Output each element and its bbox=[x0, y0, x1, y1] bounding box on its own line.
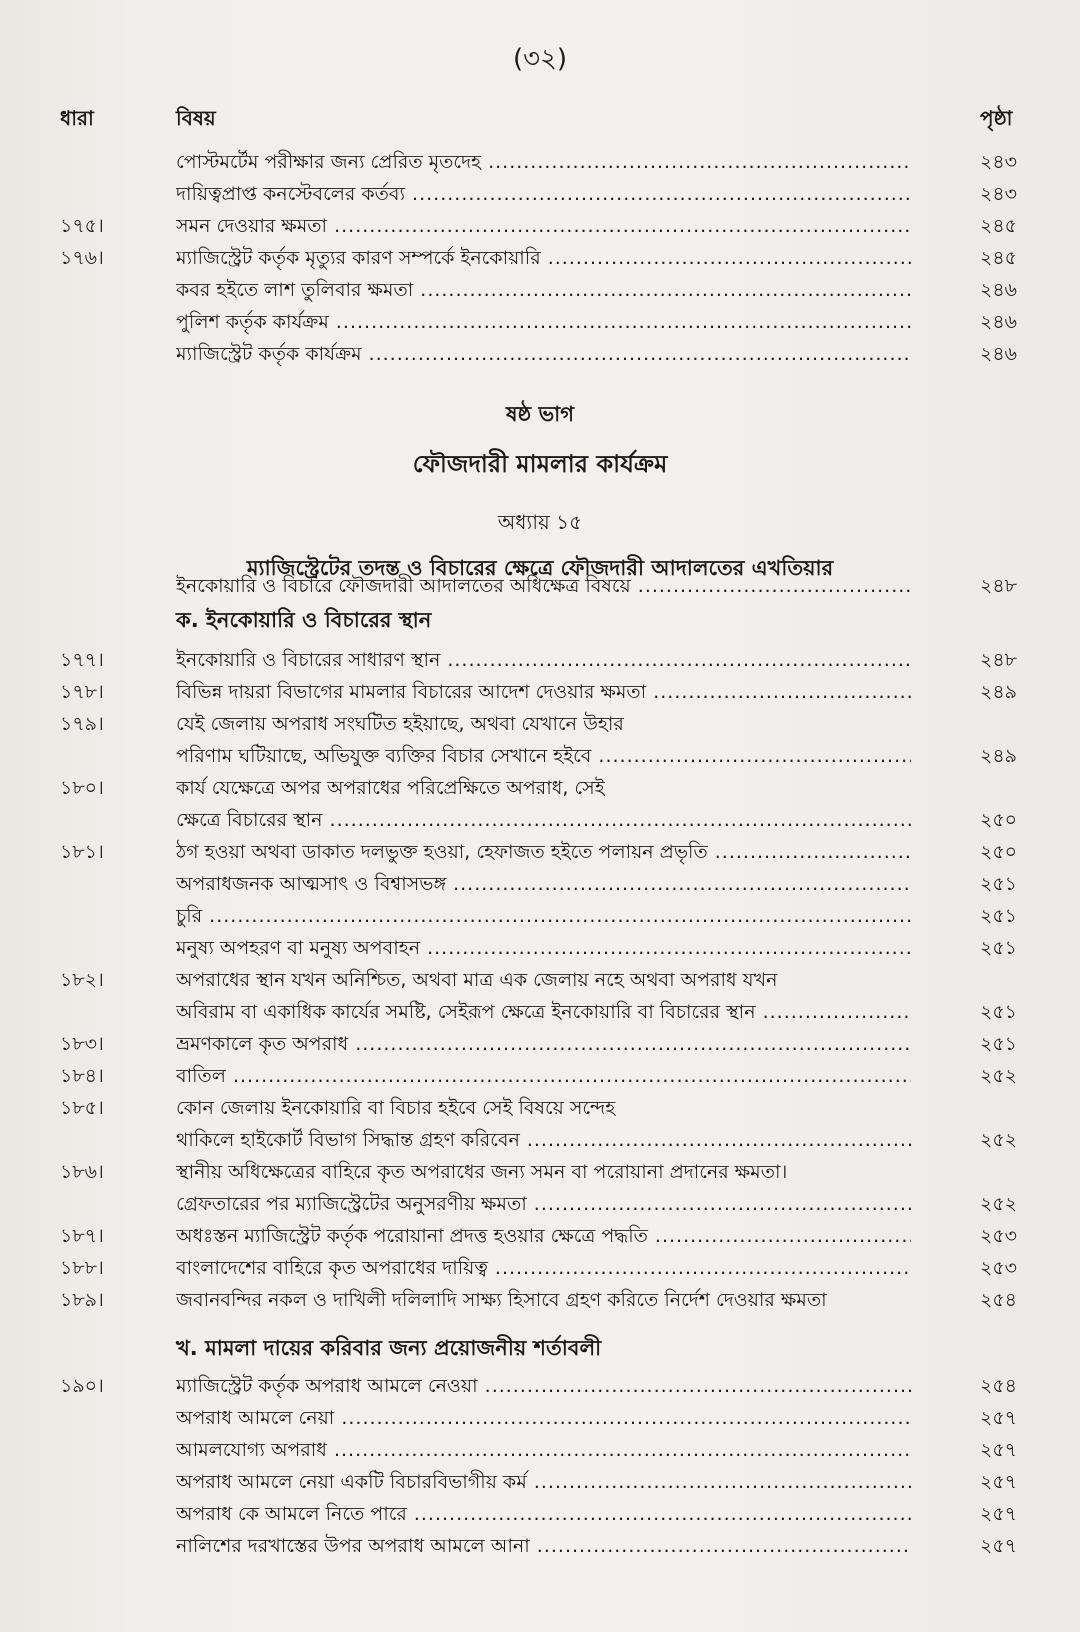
page-ref: ২৫৩ bbox=[980, 1257, 1018, 1279]
section-number: ১৮০। bbox=[60, 777, 104, 799]
page-ref: ২৫৭ bbox=[980, 1439, 1018, 1461]
entry-text: অপরাধের স্থান যখন অনিশ্চিত, অথবা মাত্র এক জেলায় নহে অথবা অপরাধ যখন bbox=[176, 969, 778, 991]
entry-text: দায়িত্বপ্রাপ্ত কনস্টেবলের কর্তব্য ..... bbox=[176, 180, 911, 212]
section-number: ১৭৮। bbox=[60, 681, 104, 703]
page-ref: ২৪৯ bbox=[980, 681, 1018, 703]
column-header-page: পৃষ্ঠা bbox=[980, 106, 1013, 130]
entry-text: বাংলাদেশের বাহিরে কৃত অপরাধের দায়িত্ব ..... bbox=[176, 1254, 911, 1286]
section-number: ১৮৫। bbox=[60, 1097, 104, 1119]
toc-row bbox=[0, 710, 1080, 742]
entry-text: কবর হইতে লাশ তুলিবার ক্ষমতা ..... bbox=[176, 276, 911, 308]
toc-row bbox=[0, 774, 1080, 806]
entry-text: স্থানীয় অধিক্ষেত্রের বাহিরে কৃত অপরাধের জন্য সমন বা পরোয়ানা প্রদানের ক্ষমতা। bbox=[176, 1161, 788, 1183]
page-ref: ২৫৭ bbox=[980, 1471, 1018, 1493]
page-ref: ২৫৪ bbox=[980, 1375, 1018, 1397]
toc-row bbox=[0, 966, 1080, 998]
entry-text: কোন জেলায় ইনকোয়ারি বা বিচার হইবে সেই বিষয়ে সন্দেহ bbox=[176, 1097, 616, 1119]
page-ref: ২৪৬ bbox=[980, 311, 1018, 333]
entry-text: বিভিন্ন দায়রা বিভাগের মামলার বিচারের আদেশ দেওয়ার ক্ষমতা ..... bbox=[176, 678, 911, 710]
toc-row bbox=[0, 902, 1080, 934]
page-ref: ২৫৭ bbox=[980, 1407, 1018, 1429]
page-ref: ২৫১ bbox=[980, 873, 1018, 895]
entry-text: ম্যাজিস্ট্রেট কর্তৃক কার্যক্রম ..... bbox=[176, 340, 911, 372]
entry-text: জবানবন্দির নকল ও দাখিলী দলিলাদি সাক্ষ্য হিসাবে গ্রহণ করিতে নির্দেশ দেওয়ার ক্ষমতা bbox=[176, 1289, 827, 1311]
entry-text: আমলযোগ্য অপরাধ ..... bbox=[176, 1436, 911, 1468]
column-header-subject: বিষয় bbox=[176, 106, 216, 130]
page-number: (৩২) bbox=[512, 44, 568, 74]
page-ref: ২৫৪ bbox=[980, 1289, 1018, 1311]
toc-row bbox=[0, 646, 1080, 678]
entry-text: ইনকোয়ারি ও বিচারে ফৌজদারী আদালতের অধিক্ষেত্র বিষয়ে ..... bbox=[176, 572, 911, 604]
page-ref: ২৪৬ bbox=[980, 279, 1018, 301]
page-ref: ২৫১ bbox=[980, 937, 1018, 959]
toc-row bbox=[0, 678, 1080, 710]
entry-text: পরিণাম ঘটিয়াছে, অভিযুক্ত ব্যক্তির বিচার সেখানে হইবে ..... bbox=[176, 742, 911, 774]
entry-text: পুলিশ কর্তৃক কার্যক্রম ..... bbox=[176, 308, 911, 340]
section-number: ১৮৯। bbox=[60, 1289, 104, 1311]
page-ref: ২৪৩ bbox=[980, 151, 1018, 173]
toc-row bbox=[0, 1222, 1080, 1254]
section-number: ১৭৫। bbox=[60, 215, 104, 237]
toc-row bbox=[0, 998, 1080, 1030]
toc-row bbox=[0, 1436, 1080, 1468]
section-number: ১৯০। bbox=[60, 1375, 104, 1397]
section-number: ১৮৮। bbox=[60, 1257, 104, 1279]
toc-row bbox=[0, 1094, 1080, 1126]
entry-text: পোস্টমর্টেম পরীক্ষার জন্য প্রেরিত মৃতদেহ ..... bbox=[176, 148, 911, 180]
entry-text: ইনকোয়ারি ও বিচারের সাধারণ স্থান ..... bbox=[176, 646, 911, 678]
chapter-title: ম্যাজিস্ট্রেটের তদন্ত ও বিচারের ক্ষেত্রে ফৌজদারী আদালতের এখতিয়ার bbox=[246, 556, 834, 580]
toc-row bbox=[0, 1254, 1080, 1286]
toc-row bbox=[0, 1500, 1080, 1532]
entry-text: অপরাধ কে আমলে নিতে পারে ..... bbox=[176, 1500, 911, 1532]
section-number: ১৮৪। bbox=[60, 1065, 104, 1087]
entry-text: অপরাধ আমলে নেয়া ..... bbox=[176, 1404, 911, 1436]
section-number: ১৭৬। bbox=[60, 247, 104, 269]
part-title: ফৌজদারী মামলার কার্যক্রম bbox=[412, 450, 668, 478]
toc-row bbox=[0, 1126, 1080, 1158]
section-number: ১৮২। bbox=[60, 969, 104, 991]
page-ref: ২৪৮ bbox=[980, 649, 1018, 671]
toc-row bbox=[0, 1030, 1080, 1062]
section-heading-ka: ক. ইনকোয়ারি ও বিচারের স্থান bbox=[176, 608, 432, 632]
page-ref: ২৫৭ bbox=[980, 1503, 1018, 1525]
entry-text: ম্যাজিস্ট্রেট কর্তৃক মৃত্যুর কারণ সম্পর্কে ইনকোয়ারি ..... bbox=[176, 244, 911, 276]
entry-text: থাকিলে হাইকোর্ট বিভাগ সিদ্ধান্ত গ্রহণ করিবেন ..... bbox=[176, 1126, 911, 1158]
toc-row bbox=[0, 1404, 1080, 1436]
entry-text: অপরাধ আমলে নেয়া একটি বিচারবিভাগীয় কর্ম ..... bbox=[176, 1468, 911, 1500]
section-number: ১৮৭। bbox=[60, 1225, 104, 1247]
entry-text: যেই জেলায় অপরাধ সংঘটিত হইয়াছে, অথবা যেখানে উহার bbox=[176, 713, 624, 735]
entry-text: ভ্রমণকালে কৃত অপরাধ ..... bbox=[176, 1030, 911, 1062]
toc-row bbox=[0, 1062, 1080, 1094]
page-ref: ২৪৩ bbox=[980, 183, 1018, 205]
page-ref: ২৫৭ bbox=[980, 1535, 1018, 1557]
toc-row bbox=[0, 212, 1080, 244]
toc-row bbox=[0, 276, 1080, 308]
section-heading-kha: খ. মামলা দায়ের করিবার জন্য প্রয়োজনীয় শর্তাবলী bbox=[176, 1336, 602, 1360]
entry-text: নালিশের দরখাস্তের উপর অপরাধ আমলে আনা ..... bbox=[176, 1532, 911, 1564]
section-number: ১৭৭। bbox=[60, 649, 104, 671]
entry-text: কার্য যেক্ষেত্রে অপর অপরাধের পরিপ্রেক্ষিতে অপরাধ, সেই bbox=[176, 777, 605, 799]
page-ref: ২৪৫ bbox=[980, 215, 1018, 237]
toc-row bbox=[0, 180, 1080, 212]
entry-text: বাতিল ..... bbox=[176, 1062, 911, 1094]
page-ref: ২৫১ bbox=[980, 1001, 1018, 1023]
entry-text: ঠগ হওয়া অথবা ডাকাত দলভুক্ত হওয়া, হেফাজত হইতে পলায়ন প্রভৃতি ..... bbox=[176, 838, 911, 870]
entry-text: অপরাধজনক আত্মসাৎ ও বিশ্বাসভঙ্গ ..... bbox=[176, 870, 911, 902]
section-number: ১৭৯। bbox=[60, 713, 104, 735]
toc-row bbox=[0, 934, 1080, 966]
entry-text: ক্ষেত্রে বিচারের স্থান ..... bbox=[176, 806, 911, 838]
page-ref: ২৫১ bbox=[980, 905, 1018, 927]
toc-row bbox=[0, 1468, 1080, 1500]
toc-row bbox=[0, 1158, 1080, 1190]
page-ref: ২৫৩ bbox=[980, 1225, 1018, 1247]
entry-text: ম্যাজিস্ট্রেট কর্তৃক অপরাধ আমলে নেওয়া ..... bbox=[176, 1372, 911, 1404]
page-ref: ২৫০ bbox=[980, 809, 1018, 831]
toc-row bbox=[0, 148, 1080, 180]
page-ref: ২৫২ bbox=[980, 1065, 1018, 1087]
entry-text: সমন দেওয়ার ক্ষমতা ..... bbox=[176, 212, 911, 244]
toc-row bbox=[0, 806, 1080, 838]
toc-row bbox=[0, 838, 1080, 870]
page-ref: ২৫২ bbox=[980, 1193, 1018, 1215]
part-heading: ষষ্ঠ ভাগ bbox=[505, 402, 575, 426]
entry-text: মনুষ্য অপহরণ বা মনুষ্য অপবাহন ..... bbox=[176, 934, 911, 966]
toc-row bbox=[0, 742, 1080, 774]
toc-row bbox=[0, 308, 1080, 340]
toc-row bbox=[0, 870, 1080, 902]
toc-row bbox=[0, 244, 1080, 276]
section-number: ১৮১। bbox=[60, 841, 104, 863]
section-number: ১৮৬। bbox=[60, 1161, 104, 1183]
page-ref: ২৫১ bbox=[980, 1033, 1018, 1055]
entry-text: অধঃস্তন ম্যাজিস্ট্রেট কর্তৃক পরোয়ানা প্রদত্ত হওয়ার ক্ষেত্রে পদ্ধতি ..... bbox=[176, 1222, 911, 1254]
page-ref: ২৪৮ bbox=[980, 575, 1018, 597]
toc-row bbox=[0, 572, 1080, 604]
chapter-heading: অধ্যায় ১৫ bbox=[497, 510, 583, 534]
page-ref: ২৫০ bbox=[980, 841, 1018, 863]
page-ref: ২৪৫ bbox=[980, 247, 1018, 269]
column-header-section: ধারা bbox=[60, 106, 94, 130]
toc-row bbox=[0, 1286, 1080, 1318]
toc-row bbox=[0, 1372, 1080, 1404]
page-ref: ২৪৬ bbox=[980, 343, 1018, 365]
toc-row bbox=[0, 1190, 1080, 1222]
entry-text: চুরি ..... bbox=[176, 902, 911, 934]
toc-row bbox=[0, 340, 1080, 372]
page-ref: ২৫২ bbox=[980, 1129, 1018, 1151]
toc-row bbox=[0, 1532, 1080, 1564]
entry-text: অবিরাম বা একাধিক কার্যের সমষ্টি, সেইরূপ ক্ষেত্রে ইনকোয়ারি বা বিচারের স্থান ..... bbox=[176, 998, 911, 1030]
entry-text: গ্রেফতারের পর ম্যাজিস্ট্রেটের অনুসরণীয় ক্ষমতা ..... bbox=[176, 1190, 911, 1222]
page-ref: ২৪৯ bbox=[980, 745, 1018, 767]
section-number: ১৮৩। bbox=[60, 1033, 104, 1055]
